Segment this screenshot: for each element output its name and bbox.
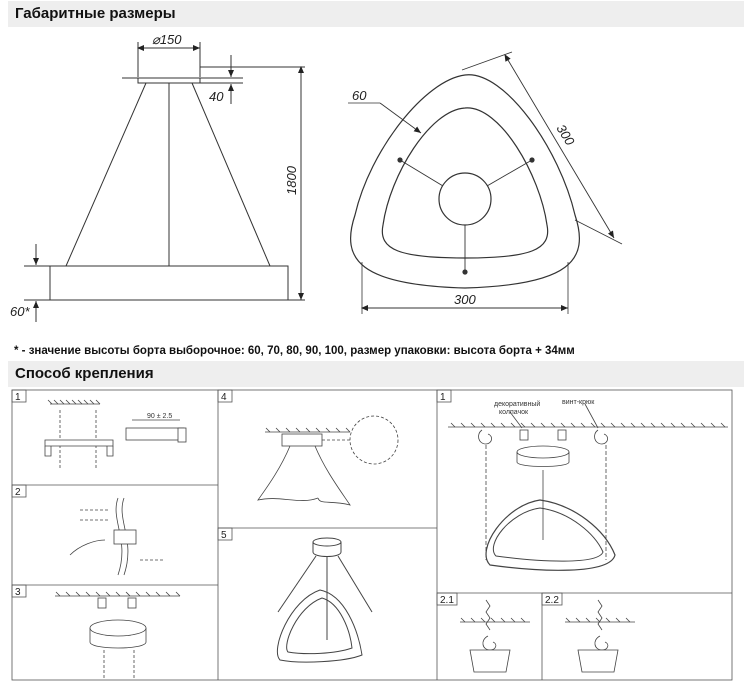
label-decor-cap-line1: декоративный: [494, 401, 541, 408]
ring-side: [50, 266, 288, 300]
panel-right-1-illustration: [448, 404, 728, 570]
panel-label-2: 2: [15, 487, 21, 498]
measure-label: 90 ± 2.5: [147, 413, 173, 420]
height-note: * - значение высоты борта выборочное: 60, 70, 80, 90, 100, размер упаковки: высота борта + 34мм: [14, 345, 575, 357]
panel-3-illustration: [55, 592, 180, 678]
label-screw-hook: винт-крюк: [562, 399, 595, 406]
width-diagonal-label: 300: [553, 121, 578, 148]
canopy: [138, 78, 200, 83]
panel-4-illustration: [258, 416, 398, 505]
side-view-drawing: [24, 42, 305, 322]
dimensions-section-title: Габаритные размеры: [8, 1, 744, 27]
width-bottom-label: 300: [454, 292, 476, 307]
diameter-label: ⌀150: [152, 32, 182, 47]
panel-label-4: 4: [221, 392, 227, 403]
panel-2-2-illustration: [565, 600, 635, 672]
panel-label-3: 3: [15, 587, 21, 598]
panel-label-5: 5: [221, 530, 227, 541]
panel-5-illustration: [277, 538, 372, 662]
canopy-height-label: 40: [209, 89, 224, 104]
total-height-label: 1800: [284, 166, 299, 195]
panel-2-illustration: [70, 498, 165, 575]
rim-height-label: 60*: [10, 304, 30, 319]
panel-label-2-1: 2.1: [440, 595, 454, 606]
rim-width-label: 60: [352, 88, 367, 103]
panel-label-2-2: 2.2: [545, 595, 559, 606]
panel-label-1: 1: [15, 392, 21, 403]
panel-label-right-1: 1: [440, 392, 446, 403]
mounting-section-title: Способ крепления: [8, 361, 744, 387]
panel-1-illustration: [45, 400, 186, 470]
label-decor-cap-line2: колпачок: [499, 409, 529, 416]
top-view-drawing: [348, 52, 622, 314]
panel-2-1-illustration: [460, 600, 530, 672]
central-disk: [439, 173, 491, 225]
